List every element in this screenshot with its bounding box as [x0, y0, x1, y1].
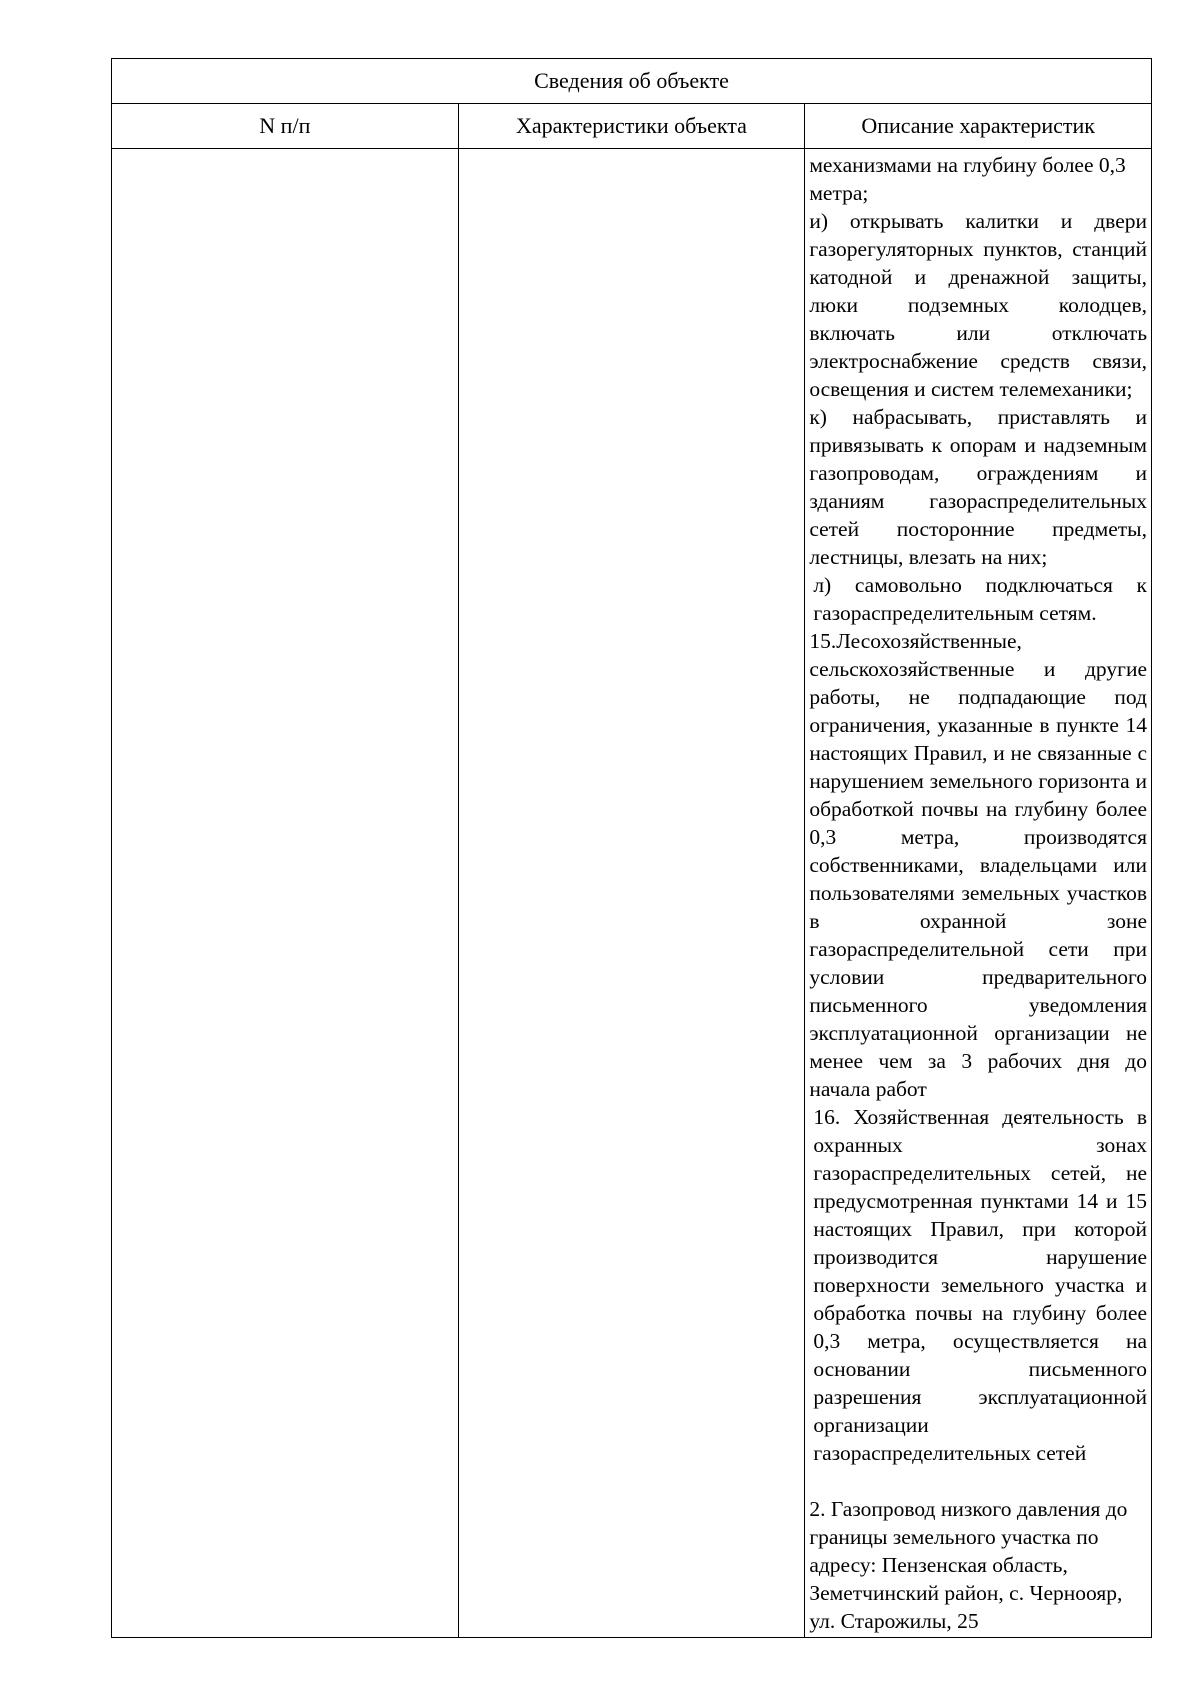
table-caption-row: [112, 59, 1152, 104]
description-paragraph-4: л) самовольно подключаться к газораспределительным сетям.: [813, 573, 1147, 625]
description-paragraph-1: механизмами на глубину более 0,3 метра;: [809, 153, 1126, 205]
header-characteristics: Характеристики объекта: [458, 104, 805, 149]
table-row: [112, 149, 1152, 1638]
header-description: Описание характеристик: [805, 104, 1152, 149]
object-info-table: [111, 58, 1152, 1638]
description-paragraph-5: 15.Лесохозяйственные, сельскохозяйственные и другие работы, не подпадающие под ограничения, указанные в пункте 14 настоящих Правил, и не связанные с нарушением земельного горизонта и обработкой почвы на глубину более 0,3 метра, производятся собственниками, владельцами или пользователями земельных участков в охранной зоне газораспределительной сети при условии предварительного письменного уведомления эксплуатационной организации не менее чем за 3 рабочих дня до начала работ: [809, 629, 1147, 1101]
description-paragraph-2: и) открывать калитки и двери газорегуляторных пунктов, станций катодной и дренажной защиты, люки подземных колодцев, включать или отключать электроснабжение средств связи, освещения и систем телемеханики;: [809, 209, 1147, 401]
paragraph-spacer: [809, 1467, 1147, 1495]
row-number-cell: [112, 149, 459, 1638]
description-paragraph-3: к) набрасывать, приставлять и привязывать к опорам и надземным газопроводам, ограждениям и зданиям газораспределительных сетей посторонние предметы, лестницы, влезать на них;: [809, 405, 1147, 569]
table-caption: Сведения об объекте: [112, 59, 1152, 104]
description-paragraph-7: 2. Газопровод низкого давления до границы земельного участка по адресу: Пензенская область, Земетчинский район, с. Черноояр, ул. Старожилы, 25: [809, 1497, 1128, 1633]
table-header-row: [112, 104, 1152, 149]
row-description-cell: [805, 149, 1152, 1638]
description-paragraph-6: 16. Хозяйственная деятельность в охранных зонах газораспределительных сетей, не предусмотренная пунктами 14 и 15 настоящих Правил, при которой производится нарушение поверхности земельного участка и обработка почвы на глубину более 0,3 метра, осуществляется на основании письменного разрешения эксплуатационной организации газораспределительных сетей: [813, 1105, 1147, 1465]
header-number: N п/п: [112, 104, 459, 149]
row-characteristic-cell: [458, 149, 805, 1638]
